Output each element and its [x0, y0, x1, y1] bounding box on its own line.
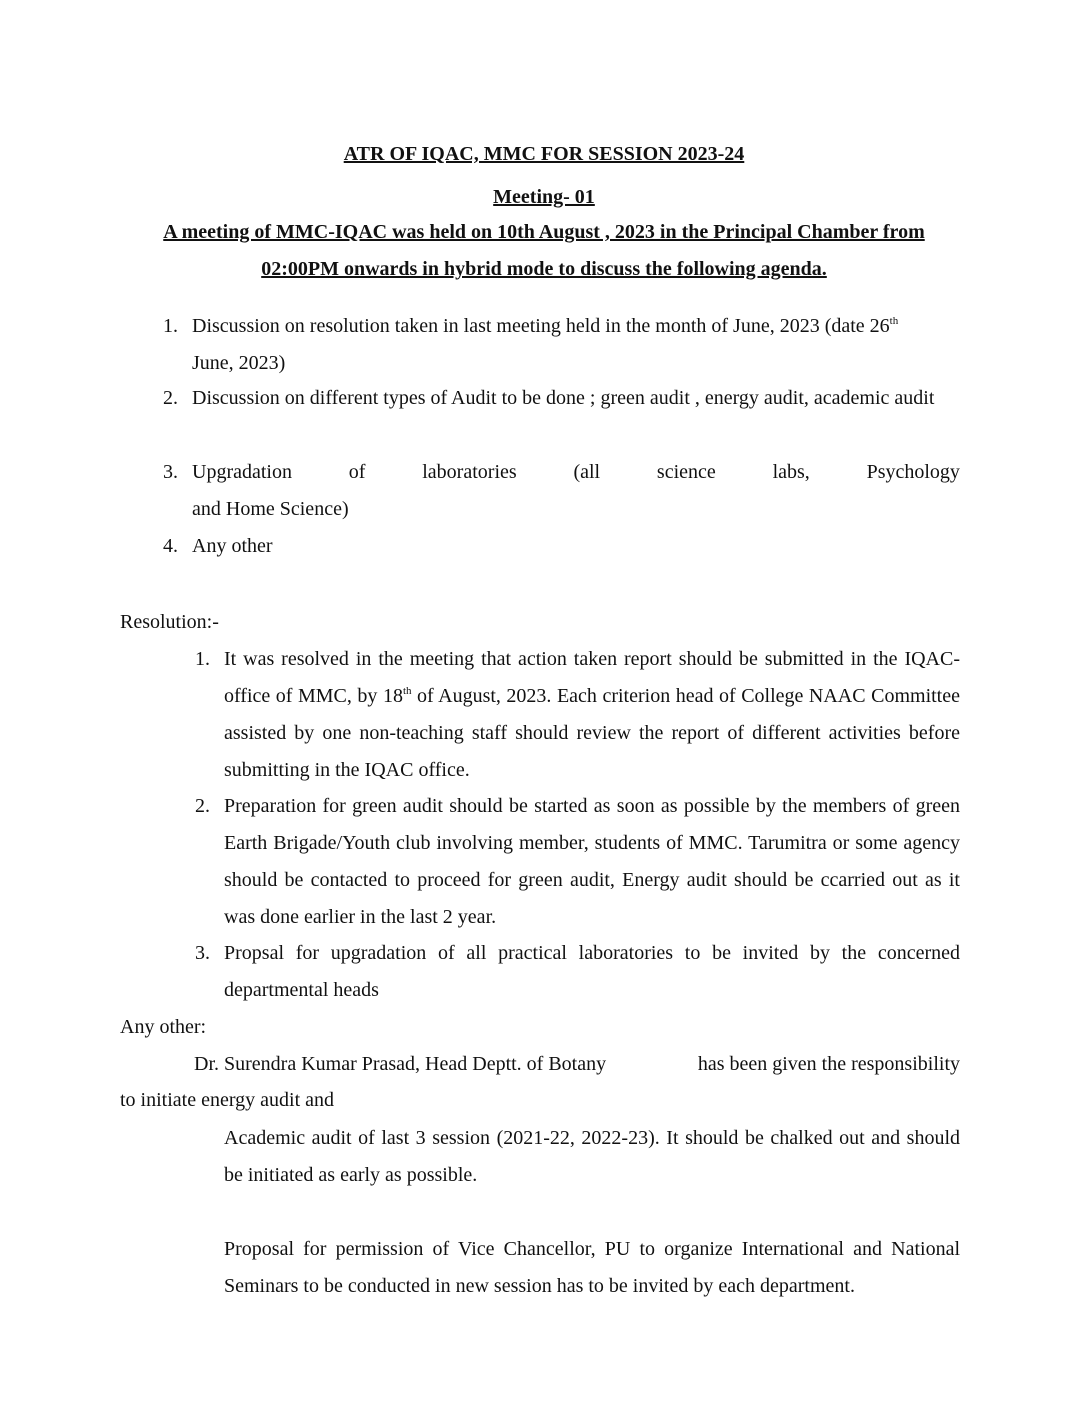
resolution-item-text: Propsal for upgradation of all practical laboratories to be invited by the concerned departmental heads: [224, 942, 960, 1001]
agenda-item: [192, 380, 944, 417]
agenda-item: [192, 454, 960, 528]
academic-audit-paragraph: Academic audit of last 3 session (2021-22, 2022-23). It should be chalked out and should be initiated as early as possible.: [224, 1127, 960, 1186]
word: of: [348, 461, 366, 483]
agenda-item-line: [192, 454, 960, 491]
word: laboratories: [422, 461, 517, 483]
agenda-item: [192, 308, 960, 382]
superscript: th: [889, 315, 899, 327]
word: Psychology: [866, 461, 960, 483]
any-other-line: has been given the responsibility: [697, 1053, 960, 1075]
word: science: [656, 461, 716, 483]
resolution-item-text: Preparation for green audit should be started as soon as possible by the members of green Earth Brigade/Youth club involving member, students of MMC. Tarumitra or some agency should be contacted to proceed for green audit, Energy audit should be ccarried out as it was done earlier in the last 2 year.: [224, 795, 960, 928]
meeting-number: Meeting- 01: [493, 186, 595, 208]
resolution-item-text: It was resolved in the meeting that action taken report should be submitted in the IQAC-office of MMC, by 18: [224, 648, 960, 707]
resolution-item-number: 3.: [195, 942, 210, 964]
seminar-proposal-paragraph: Proposal for permission of Vice Chancellor, PU to organize International and National Seminars to be conducted in new session has to be invited by each department.: [224, 1238, 960, 1297]
resolution-item-text: of August, 2023. Each criterion head of College NAAC Committee assisted by one non-teaching staff should review the report of different activities before submitting in the IQAC office.: [224, 685, 960, 781]
any-other-line: to initiate energy audit and: [120, 1089, 335, 1111]
agenda-item-number: 4.: [163, 535, 178, 557]
meeting-heading-line-1: A meeting of MMC-IQAC was held on 10th August , 2023 in the Principal Chamber from: [163, 221, 925, 243]
resolution-item: [224, 641, 960, 789]
resolution-label: Resolution:-: [120, 611, 219, 633]
superscript: th: [402, 685, 412, 697]
agenda-item-number: 1.: [163, 315, 178, 337]
agenda-item: [192, 528, 960, 565]
agenda-item-text: Discussion on resolution taken in last meeting held in the month of June, 2023 (date 26: [192, 315, 890, 337]
agenda-item-text: and Home Science): [192, 498, 349, 520]
resolution-item-number: 1.: [195, 648, 210, 670]
agenda-item-text: Any other: [192, 535, 273, 557]
agenda-item-text: June, 2023): [192, 352, 286, 374]
word: Upgradation: [192, 461, 292, 483]
word: labs,: [772, 461, 810, 483]
document-title: ATR OF IQAC, MMC FOR SESSION 2023-24: [343, 143, 745, 165]
any-other-label: Any other:: [120, 1016, 207, 1038]
agenda-item-number: 3.: [163, 461, 178, 483]
resolution-item: [224, 788, 960, 936]
agenda-item-number: 2.: [163, 387, 178, 409]
word: (all: [573, 461, 601, 483]
meeting-heading-line-2: 02:00PM onwards in hybrid mode to discuss the following agenda.: [261, 258, 827, 280]
resolution-item: [224, 935, 960, 1009]
resolution-item-number: 2.: [195, 795, 210, 817]
agenda-item-text: Discussion on different types of Audit to be done ; green audit , energy audit, academic audit: [192, 387, 935, 409]
any-other-line: Dr. Surendra Kumar Prasad, Head Deptt. of Botany: [194, 1053, 607, 1075]
